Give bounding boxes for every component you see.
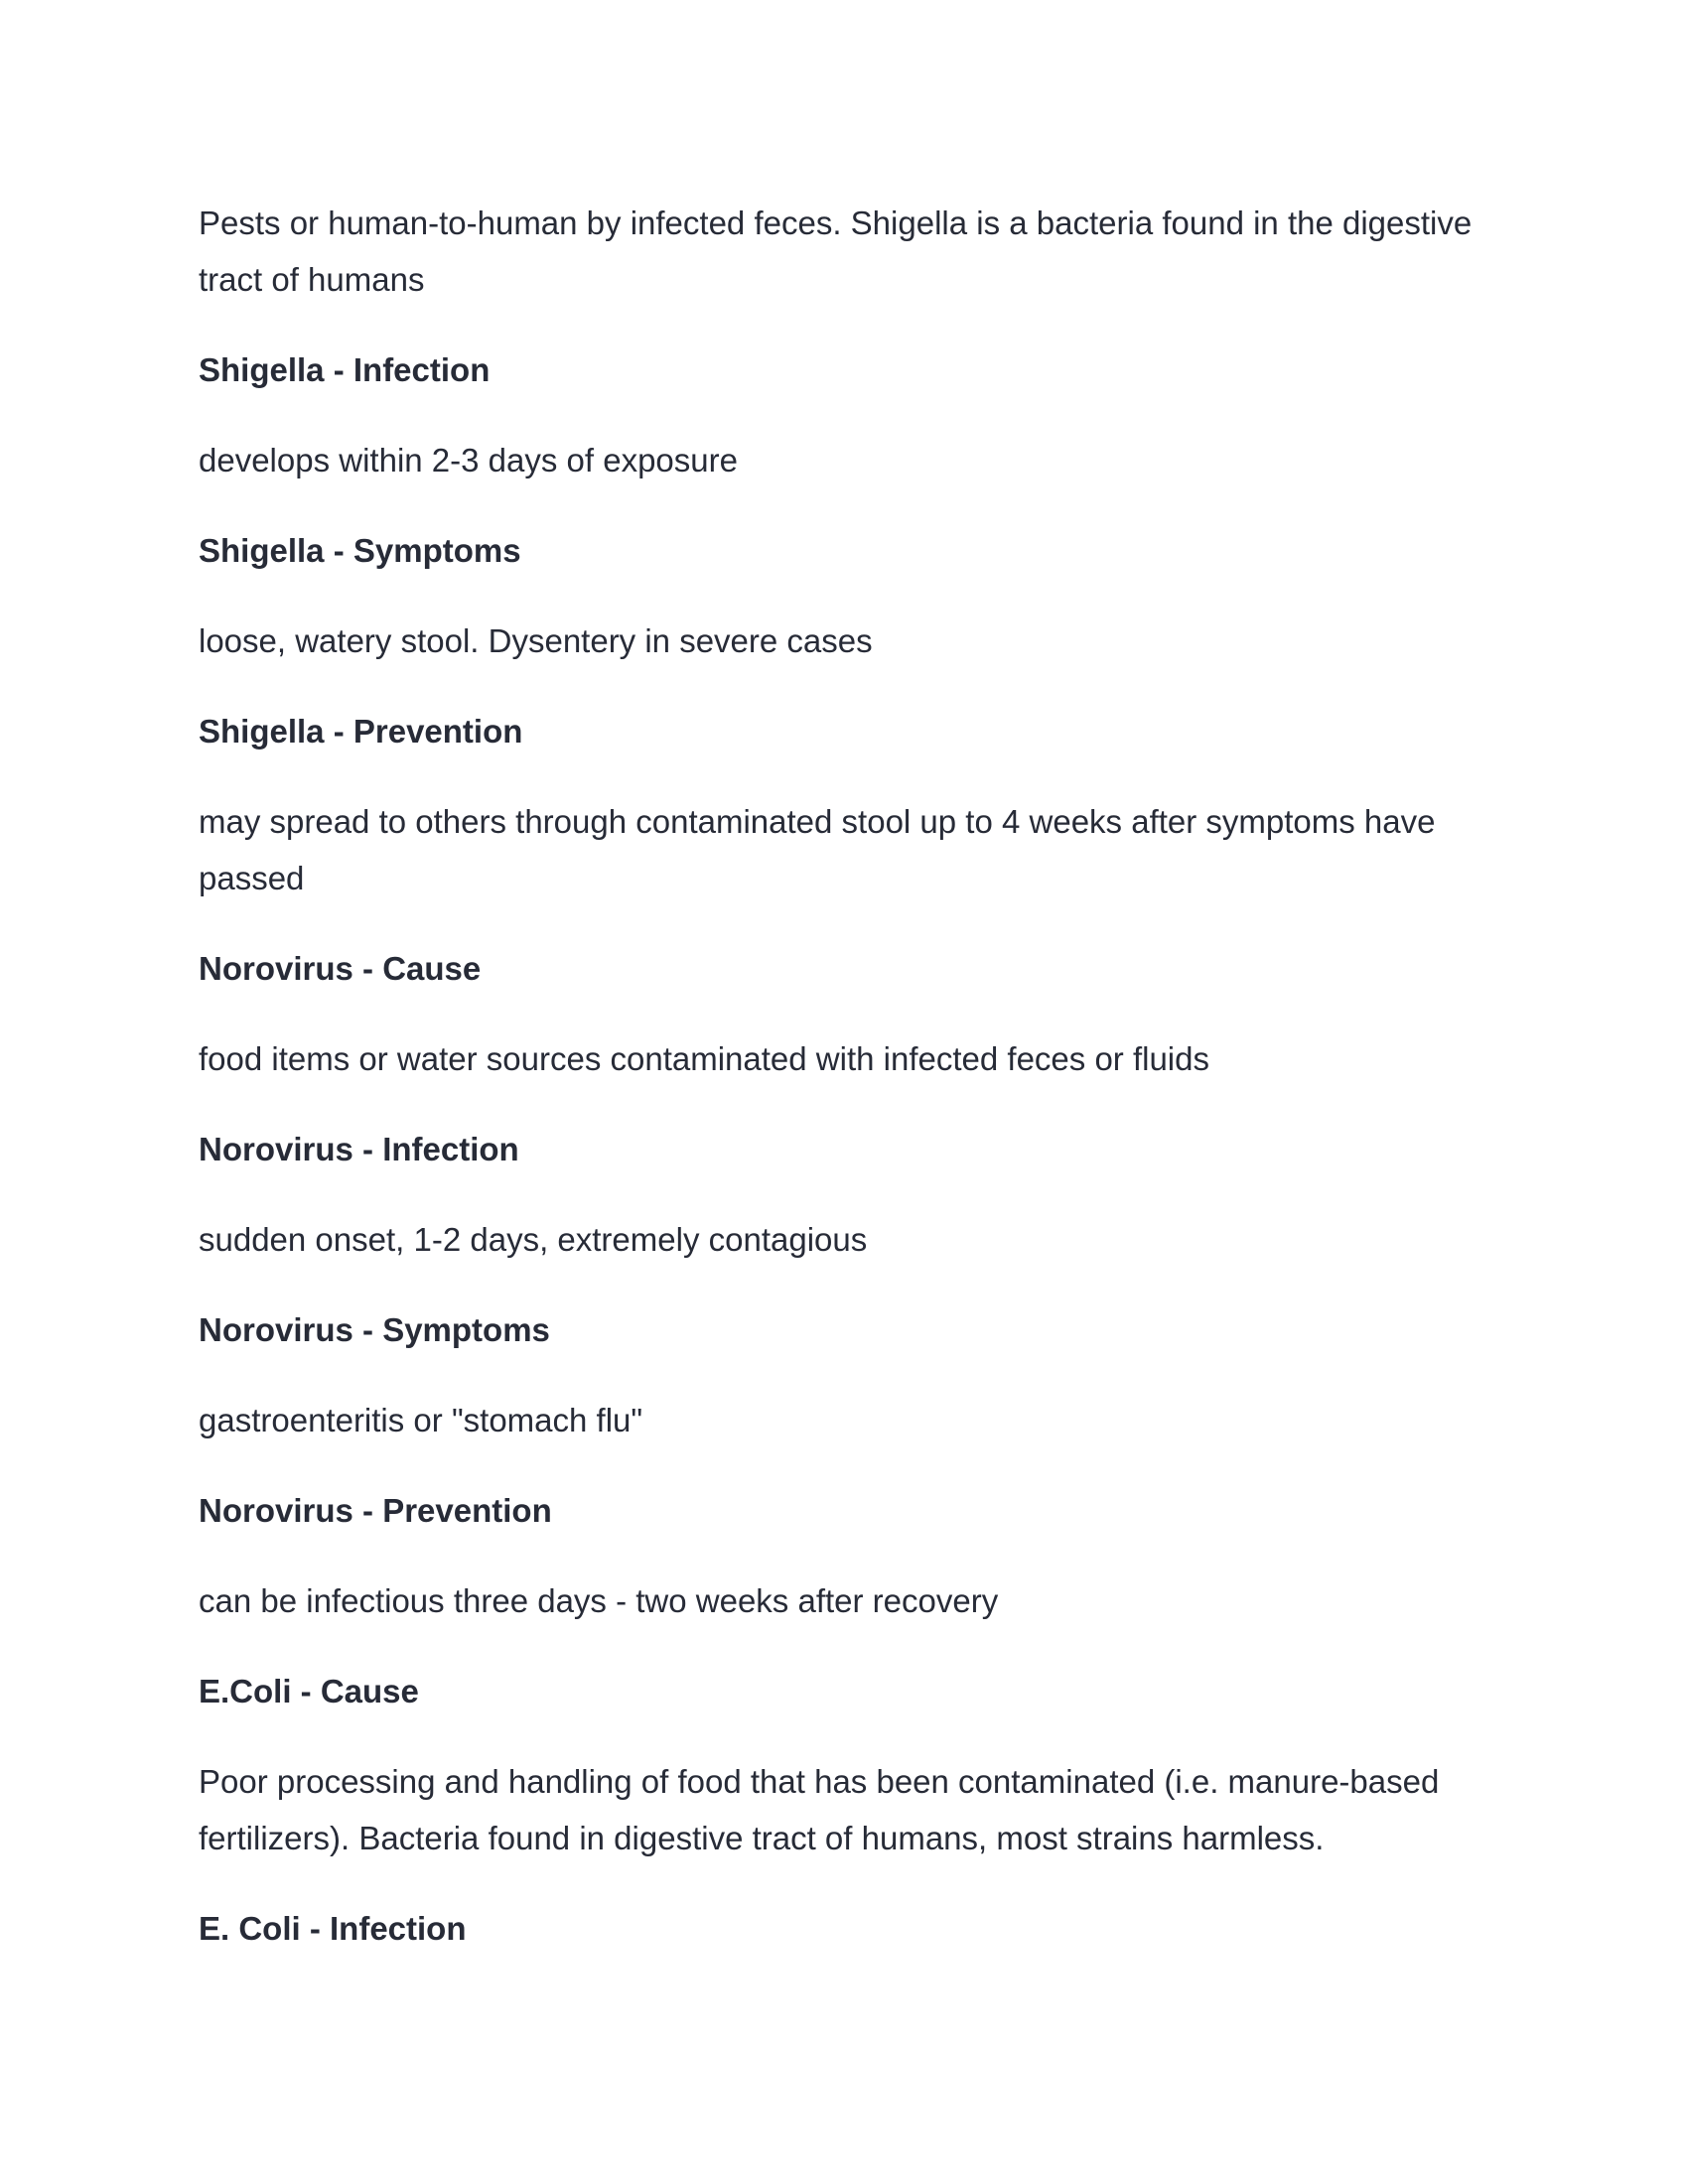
answer-text: Poor processing and handling of food that has been contaminated (i.e. manure-based fertilizers). Bacteria found in digestive tract of humans, most strains harmless. — [199, 1763, 1440, 1856]
term-heading: Shigella - Infection — [199, 351, 491, 388]
answer-text: gastroenteritis or "stomach flu" — [199, 1402, 643, 1438]
term-heading: Shigella - Prevention — [199, 713, 523, 750]
answer-text: sudden onset, 1-2 days, extremely contagious — [199, 1221, 868, 1258]
term-heading: E.Coli - Cause — [199, 1673, 419, 1709]
term-heading: Shigella - Symptoms — [199, 532, 521, 569]
answer-text: can be infectious three days - two weeks after recovery — [199, 1582, 999, 1619]
answer-text: Pests or human-to-human by infected feces. Shigella is a bacteria found in the digestive tract of humans — [199, 205, 1473, 298]
term-heading: Norovirus - Infection — [199, 1131, 519, 1167]
answer-text: loose, watery stool. Dysentery in severe cases — [199, 622, 873, 659]
term-heading: E. Coli - Infection — [199, 1910, 467, 1947]
document-page — [199, 195, 1509, 1990]
term-heading: Norovirus - Symptoms — [199, 1311, 550, 1348]
term-heading: Norovirus - Prevention — [199, 1492, 552, 1529]
answer-text: food items or water sources contaminated with infected feces or fluids — [199, 1040, 1209, 1077]
answer-text: develops within 2-3 days of exposure — [199, 442, 738, 478]
answer-text: may spread to others through contaminated stool up to 4 weeks after symptoms have passed — [199, 803, 1436, 896]
term-heading: Norovirus - Cause — [199, 950, 482, 987]
